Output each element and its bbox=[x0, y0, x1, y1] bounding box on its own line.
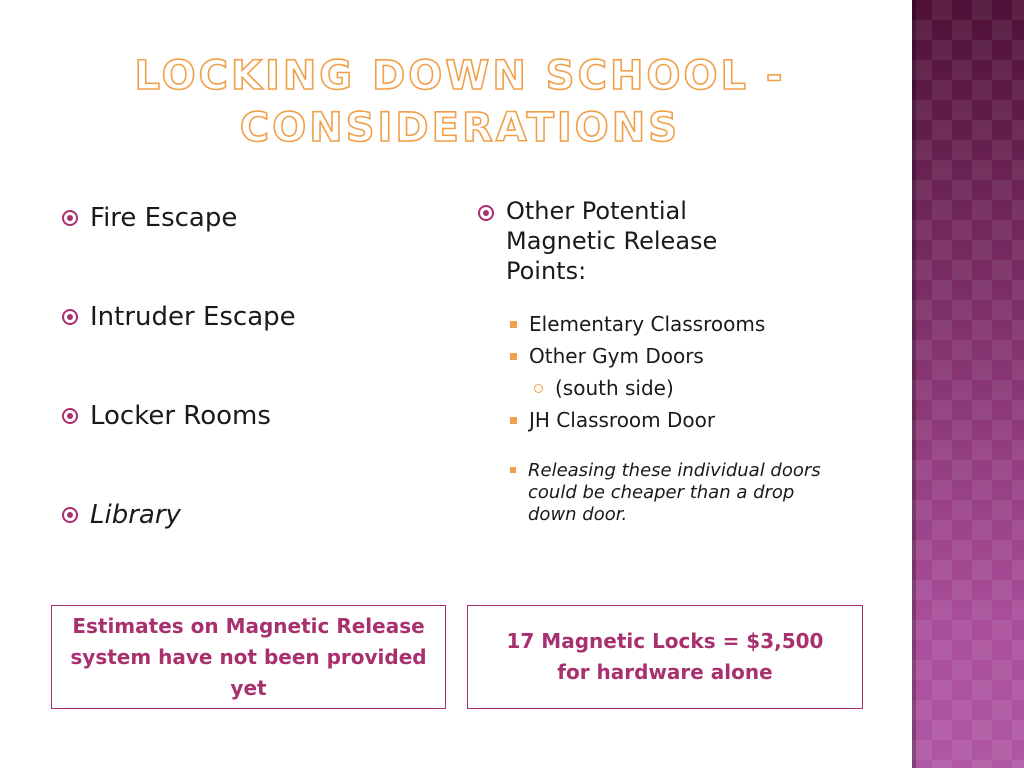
sub-item-jh-classroom-door bbox=[510, 404, 878, 436]
sub-sub-item-south-side bbox=[534, 372, 878, 404]
ring-bullet-icon bbox=[534, 384, 543, 393]
circle-bullet-icon bbox=[62, 408, 78, 424]
estimates-callout-text: Estimates on Magnetic Release system have not been provided yet bbox=[70, 613, 427, 700]
sub-item-other-gym-doors bbox=[510, 340, 878, 372]
circle-bullet-icon bbox=[62, 309, 78, 325]
list-item-label: Fire Escape bbox=[90, 203, 238, 233]
left-bullet-list bbox=[62, 200, 442, 596]
releasing-note bbox=[510, 460, 878, 526]
list-item-label: Intruder Escape bbox=[90, 302, 296, 332]
sub-item-label: JH Classroom Door bbox=[529, 408, 716, 432]
list-item-library bbox=[62, 497, 442, 533]
cost-callout-text: 17 Magnetic Locks = $3,500 for hardware alone bbox=[506, 629, 824, 684]
sub-bullet-list bbox=[510, 308, 878, 436]
circle-bullet-icon bbox=[62, 507, 78, 523]
right-list-heading bbox=[478, 196, 878, 286]
right-heading-text: Other Potential Magnetic Release Points: bbox=[506, 197, 718, 285]
right-bullet-column bbox=[478, 196, 878, 526]
list-item-label: Library bbox=[90, 500, 181, 530]
sub-sub-item-label: (south side) bbox=[555, 376, 674, 400]
list-item-fire-escape bbox=[62, 200, 442, 236]
decorative-side-band bbox=[912, 0, 1024, 768]
list-item-label: Locker Rooms bbox=[90, 401, 271, 431]
sub-item-label: Other Gym Doors bbox=[529, 344, 704, 368]
sub-item-elementary-classrooms bbox=[510, 308, 878, 340]
square-bullet-icon bbox=[510, 353, 517, 360]
square-bullet-icon bbox=[510, 467, 516, 473]
slide-title: LOCKING DOWN SCHOOL - CONSIDERATIONS bbox=[134, 53, 786, 151]
sub-item-label: Elementary Classrooms bbox=[529, 312, 766, 336]
square-bullet-icon bbox=[510, 417, 517, 424]
list-item-locker-rooms bbox=[62, 398, 442, 434]
list-item-intruder-escape bbox=[62, 299, 442, 335]
cost-callout-box bbox=[467, 605, 863, 709]
circle-bullet-icon bbox=[478, 205, 494, 221]
note-text: Releasing these individual doors could be cheaper than a drop down door. bbox=[528, 460, 821, 525]
circle-bullet-icon bbox=[62, 210, 78, 226]
square-bullet-icon bbox=[510, 321, 517, 328]
estimates-callout-box bbox=[51, 605, 446, 709]
